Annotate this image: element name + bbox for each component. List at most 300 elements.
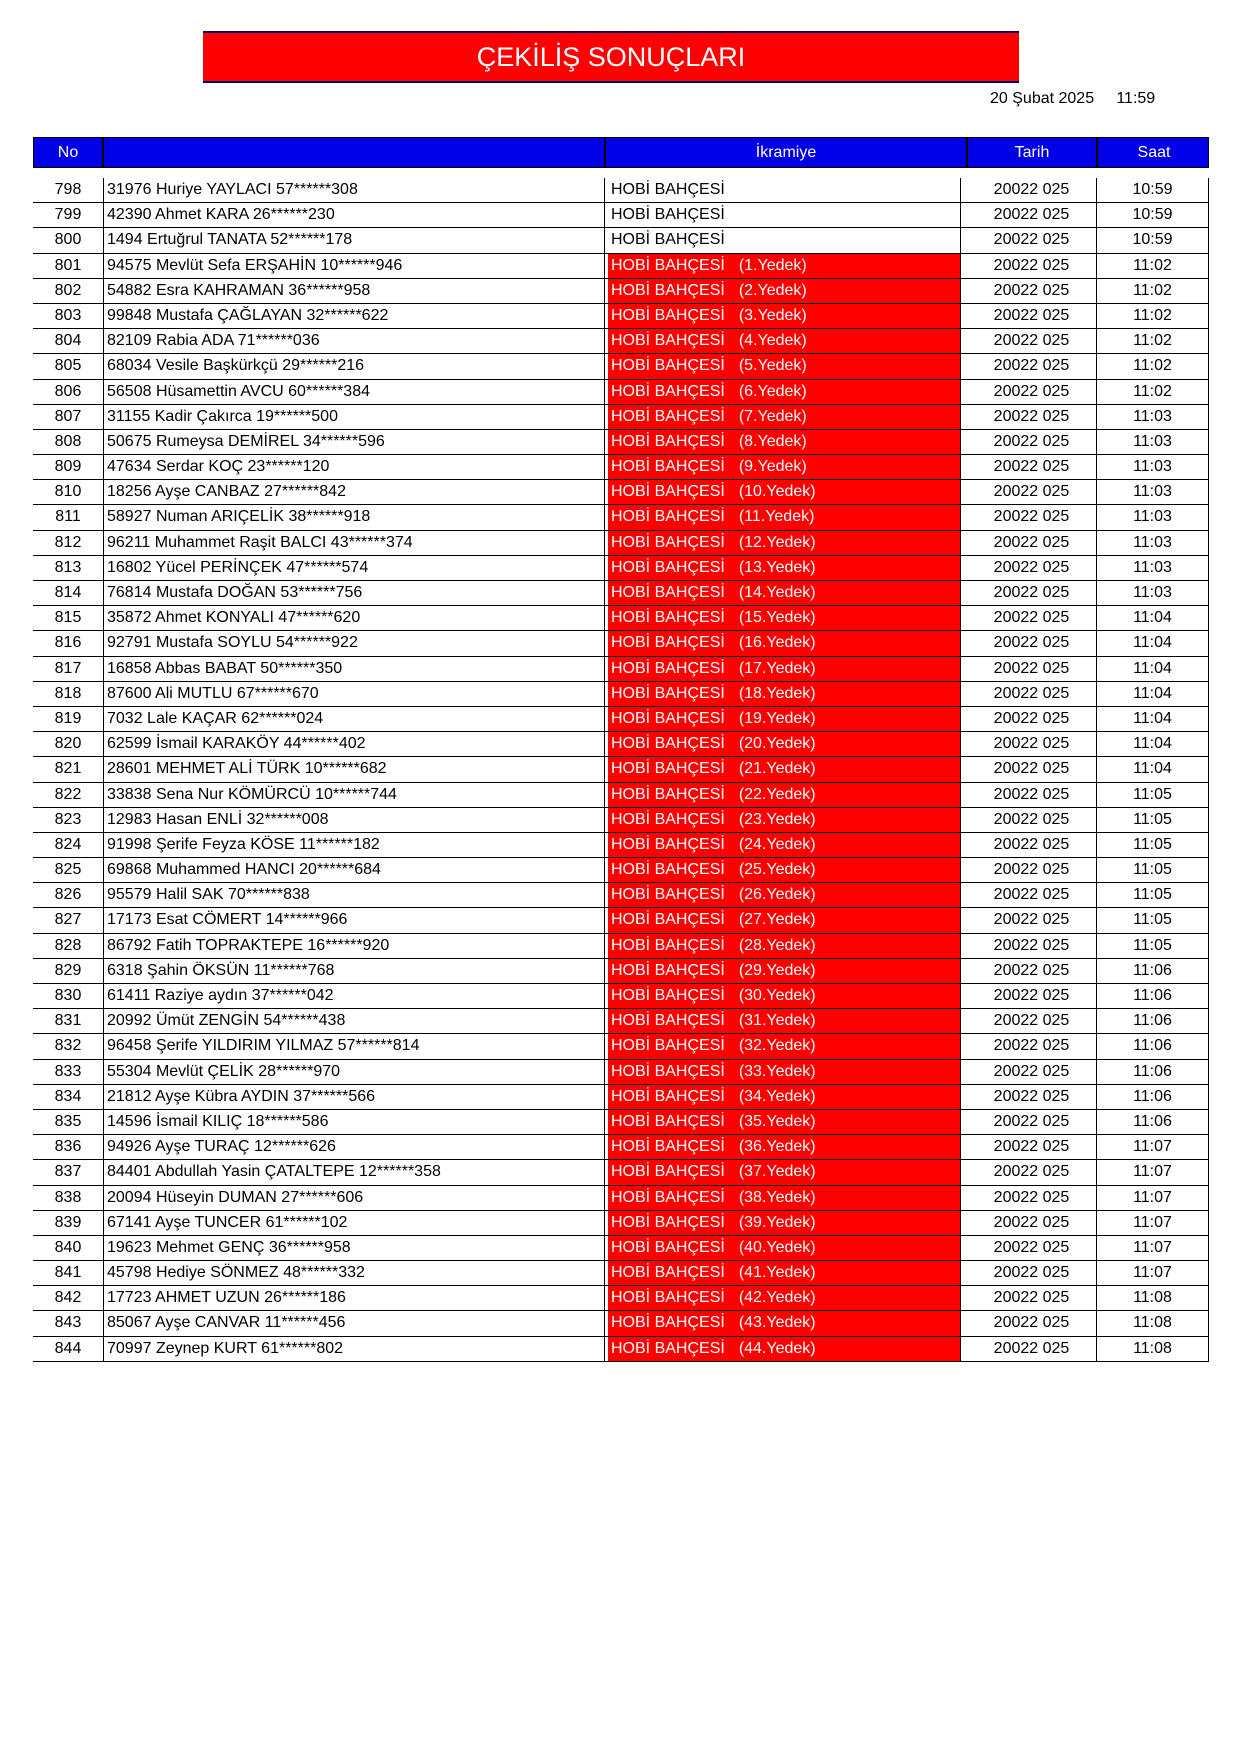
prize-cell bbox=[608, 657, 961, 681]
prize-cell bbox=[608, 606, 961, 630]
participant-name: 56508 Hüsamettin AVCU 60******384 bbox=[103, 380, 605, 404]
table-row bbox=[33, 808, 1209, 833]
row-number: 804 bbox=[54, 332, 82, 350]
prize-cell bbox=[608, 304, 961, 328]
row-number: 812 bbox=[54, 533, 82, 551]
draw-time: 11:08 bbox=[1097, 1311, 1209, 1335]
report-date: 20 Şubat 2025 bbox=[990, 90, 1095, 107]
draw-time: 11:05 bbox=[1097, 833, 1209, 857]
draw-date: 20022 025 bbox=[967, 1337, 1097, 1361]
draw-date: 20022 025 bbox=[967, 1286, 1097, 1310]
prize-cell bbox=[608, 531, 961, 555]
participant-name: 45798 Hediye SÖNMEZ 48******332 bbox=[103, 1261, 605, 1285]
row-number: 801 bbox=[54, 256, 82, 274]
draw-date: 20022 025 bbox=[967, 984, 1097, 1008]
prize-label: HOBİ BAHÇESİ bbox=[611, 760, 725, 778]
prize-label: HOBİ BAHÇESİ bbox=[611, 558, 725, 576]
participant-name: 87600 Ali MUTLU 67******670 bbox=[103, 682, 605, 706]
draw-date: 20022 025 bbox=[967, 505, 1097, 529]
table-row bbox=[33, 405, 1209, 430]
table-row bbox=[33, 833, 1209, 858]
participant-name: 82109 Rabia ADA 71******036 bbox=[103, 329, 605, 353]
table-row bbox=[33, 934, 1209, 959]
reserve-label: (10.Yedek) bbox=[738, 483, 816, 501]
prize-cell bbox=[608, 757, 961, 781]
participant-name: 31976 Huriye YAYLACI 57******308 bbox=[103, 178, 605, 202]
row-number: 814 bbox=[54, 584, 82, 601]
participant-name: 16858 Abbas BABAT 50******350 bbox=[103, 657, 605, 681]
row-number: 810 bbox=[54, 483, 82, 501]
reserve-label: (40.Yedek) bbox=[738, 1238, 816, 1256]
reserve-label: (6.Yedek) bbox=[738, 382, 807, 400]
row-number: 822 bbox=[54, 785, 82, 803]
reserve-label: (42.Yedek) bbox=[738, 1289, 816, 1307]
prize-cell bbox=[608, 1160, 961, 1184]
row-number: 838 bbox=[54, 1188, 82, 1206]
draw-time: 11:04 bbox=[1097, 732, 1209, 756]
table-row bbox=[33, 707, 1209, 732]
table-row bbox=[33, 757, 1209, 782]
draw-date: 20022 025 bbox=[967, 833, 1097, 857]
table-row bbox=[33, 455, 1209, 480]
table-row bbox=[33, 178, 1209, 203]
draw-date: 20022 025 bbox=[967, 1034, 1097, 1058]
prize-label: HOBİ BAHÇESİ bbox=[611, 483, 725, 501]
table-row bbox=[33, 1311, 1209, 1336]
prize-cell bbox=[608, 480, 961, 504]
draw-date: 20022 025 bbox=[967, 757, 1097, 781]
participant-name: 62599 İsmail KARAKÖY 44******402 bbox=[103, 732, 605, 756]
draw-time: 11:07 bbox=[1097, 1160, 1209, 1184]
reserve-label: (3.Yedek) bbox=[738, 306, 807, 324]
draw-time: 11:07 bbox=[1097, 1211, 1209, 1235]
table-row bbox=[33, 430, 1209, 455]
row-number: 827 bbox=[54, 911, 82, 929]
prize-cell bbox=[608, 505, 961, 529]
participant-name: 58927 Numan ARIÇELİK 38******918 bbox=[103, 505, 605, 529]
draw-date: 20022 025 bbox=[967, 380, 1097, 404]
reserve-label: (8.Yedek) bbox=[738, 432, 807, 450]
participant-name: 7032 Lale KAÇAR 62******024 bbox=[103, 707, 605, 731]
table-row bbox=[33, 1337, 1209, 1362]
draw-date: 20022 025 bbox=[967, 858, 1097, 882]
table-row bbox=[33, 1160, 1209, 1185]
participant-name: 1494 Ertuğrul TANATA 52******178 bbox=[103, 228, 605, 252]
prize-label: HOBİ BAHÇESİ bbox=[611, 432, 725, 450]
table-row bbox=[33, 581, 1209, 606]
draw-date: 20022 025 bbox=[967, 1110, 1097, 1134]
row-number: 800 bbox=[54, 231, 82, 249]
participant-name: 47634 Serdar KOÇ 23******120 bbox=[103, 455, 605, 479]
draw-time: 11:04 bbox=[1097, 757, 1209, 781]
table-row bbox=[33, 631, 1209, 656]
prize-label: HOBİ BAHÇESİ bbox=[611, 987, 725, 1004]
prize-cell bbox=[608, 1261, 961, 1285]
draw-time: 11:02 bbox=[1097, 380, 1209, 404]
reserve-label: (17.Yedek) bbox=[738, 659, 816, 677]
results-table bbox=[33, 137, 1209, 1362]
draw-time: 11:02 bbox=[1097, 329, 1209, 353]
row-number: 835 bbox=[54, 1112, 82, 1130]
prize-cell bbox=[608, 1236, 961, 1260]
participant-name: 19623 Mehmet GENÇ 36******958 bbox=[103, 1236, 605, 1260]
participant-name: 20992 Ümüt ZENGİN 54******438 bbox=[103, 1009, 605, 1033]
prize-label: HOBİ BAHÇESİ bbox=[611, 533, 725, 551]
prize-label: HOBİ BAHÇESİ bbox=[611, 508, 725, 526]
row-number: 803 bbox=[54, 306, 82, 324]
reserve-label: (44.Yedek) bbox=[738, 1339, 816, 1357]
table-row bbox=[33, 1110, 1209, 1135]
participant-name: 6318 Şahin ÖKSÜN 11******768 bbox=[103, 959, 605, 983]
participant-name: 76814 Mustafa DOĞAN 53******756 bbox=[103, 581, 605, 605]
draw-time: 11:05 bbox=[1097, 883, 1209, 907]
draw-time: 11:04 bbox=[1097, 682, 1209, 706]
table-header bbox=[33, 137, 1209, 168]
table-row bbox=[33, 858, 1209, 883]
draw-date: 20022 025 bbox=[967, 1085, 1097, 1109]
participant-name: 18256 Ayşe CANBAZ 27******842 bbox=[103, 480, 605, 504]
row-number: 843 bbox=[54, 1314, 82, 1332]
table-row bbox=[33, 228, 1209, 253]
draw-date: 20022 025 bbox=[967, 531, 1097, 555]
draw-time: 11:06 bbox=[1097, 1060, 1209, 1084]
draw-time: 11:05 bbox=[1097, 808, 1209, 832]
prize-cell bbox=[608, 455, 961, 479]
prize-cell bbox=[608, 783, 961, 807]
prize-label: HOBİ BAHÇESİ bbox=[611, 1087, 725, 1105]
prize-cell bbox=[608, 1135, 961, 1159]
prize-label: HOBİ BAHÇESİ bbox=[611, 684, 725, 702]
prize-label: HOBİ BAHÇESİ bbox=[611, 659, 725, 677]
draw-date: 20022 025 bbox=[967, 354, 1097, 378]
participant-name: 14596 İsmail KILIÇ 18******586 bbox=[103, 1110, 605, 1134]
draw-time: 11:03 bbox=[1097, 405, 1209, 429]
reserve-label: (29.Yedek) bbox=[738, 961, 816, 979]
row-number: 840 bbox=[54, 1238, 82, 1256]
draw-date: 20022 025 bbox=[967, 1211, 1097, 1235]
draw-time: 11:02 bbox=[1097, 254, 1209, 278]
table-row bbox=[33, 480, 1209, 505]
row-number: 829 bbox=[54, 961, 82, 979]
prize-label: HOBİ BAHÇESİ bbox=[611, 1012, 725, 1030]
prize-cell bbox=[608, 883, 961, 907]
draw-date: 20022 025 bbox=[967, 405, 1097, 429]
row-number: 842 bbox=[54, 1289, 82, 1307]
prize-label: HOBİ BAHÇESİ bbox=[611, 1213, 725, 1231]
column-header-prize: İkramiye bbox=[606, 138, 968, 167]
reserve-label: (21.Yedek) bbox=[738, 760, 816, 778]
participant-name: 96458 Şerife YILDIRIM YILMAZ 57******814 bbox=[103, 1034, 605, 1058]
row-number: 819 bbox=[54, 709, 82, 727]
prize-label: HOBİ BAHÇESİ bbox=[611, 1314, 725, 1332]
prize-cell bbox=[608, 1034, 961, 1058]
reserve-label: (23.Yedek) bbox=[738, 810, 816, 828]
prize-cell bbox=[608, 556, 961, 580]
row-number: 837 bbox=[54, 1163, 82, 1181]
draw-time: 11:02 bbox=[1097, 304, 1209, 328]
reserve-label: (20.Yedek) bbox=[738, 735, 816, 753]
table-row bbox=[33, 279, 1209, 304]
row-number: 808 bbox=[54, 432, 82, 450]
prize-label: HOBİ BAHÇESİ bbox=[611, 1264, 725, 1282]
draw-time: 11:03 bbox=[1097, 505, 1209, 529]
reserve-label: (34.Yedek) bbox=[738, 1087, 816, 1105]
row-number: 844 bbox=[54, 1339, 82, 1357]
table-row bbox=[33, 354, 1209, 379]
prize-label: HOBİ BAHÇESİ bbox=[611, 1289, 725, 1307]
participant-name: 50675 Rumeysa DEMİREL 34******596 bbox=[103, 430, 605, 454]
reserve-label: (4.Yedek) bbox=[738, 332, 807, 350]
table-row bbox=[33, 682, 1209, 707]
report-timestamp bbox=[990, 90, 1155, 108]
table-row bbox=[33, 329, 1209, 354]
row-number: 834 bbox=[54, 1087, 82, 1105]
prize-cell bbox=[608, 329, 961, 353]
draw-time: 11:04 bbox=[1097, 606, 1209, 630]
draw-date: 20022 025 bbox=[967, 1236, 1097, 1260]
participant-name: 91998 Şerife Feyza KÖSE 11******182 bbox=[103, 833, 605, 857]
participant-name: 16802 Yücel PERİNÇEK 47******574 bbox=[103, 556, 605, 580]
participant-name: 17723 AHMET UZUN 26******186 bbox=[103, 1286, 605, 1310]
table-row bbox=[33, 883, 1209, 908]
reserve-label: (32.Yedek) bbox=[738, 1037, 816, 1055]
row-number: 802 bbox=[54, 281, 82, 299]
draw-date: 20022 025 bbox=[967, 1009, 1097, 1033]
participant-name: 99848 Mustafa ÇAĞLAYAN 32******622 bbox=[103, 304, 605, 328]
row-number: 798 bbox=[54, 181, 82, 198]
draw-time: 11:07 bbox=[1097, 1261, 1209, 1285]
prize-label: HOBİ BAHÇESİ bbox=[611, 1339, 725, 1357]
table-row bbox=[33, 1286, 1209, 1311]
reserve-label: (19.Yedek) bbox=[738, 709, 816, 727]
prize-label: HOBİ BAHÇESİ bbox=[611, 357, 725, 375]
participant-name: 35872 Ahmet KONYALI 47******620 bbox=[103, 606, 605, 630]
prize-cell bbox=[608, 254, 961, 278]
draw-date: 20022 025 bbox=[967, 657, 1097, 681]
prize-cell bbox=[608, 380, 961, 404]
draw-time: 11:04 bbox=[1097, 707, 1209, 731]
row-number: 828 bbox=[54, 936, 82, 954]
draw-date: 20022 025 bbox=[967, 329, 1097, 353]
draw-time: 11:03 bbox=[1097, 455, 1209, 479]
participant-name: 17173 Esat CÖMERT 14******966 bbox=[103, 908, 605, 932]
draw-date: 20022 025 bbox=[967, 1135, 1097, 1159]
table-row bbox=[33, 1009, 1209, 1034]
draw-time: 10:59 bbox=[1097, 228, 1209, 252]
draw-date: 20022 025 bbox=[967, 908, 1097, 932]
prize-label: HOBİ BAHÇESİ bbox=[611, 835, 725, 853]
prize-cell bbox=[608, 984, 961, 1008]
page-title: ÇEKİLİŞ SONUÇLARI bbox=[203, 31, 1019, 83]
prize-cell bbox=[608, 707, 961, 731]
table-row bbox=[33, 556, 1209, 581]
draw-date: 20022 025 bbox=[967, 556, 1097, 580]
draw-time: 11:06 bbox=[1097, 984, 1209, 1008]
draw-time: 11:02 bbox=[1097, 279, 1209, 303]
draw-time: 11:07 bbox=[1097, 1135, 1209, 1159]
prize-cell bbox=[608, 959, 961, 983]
draw-time: 11:06 bbox=[1097, 959, 1209, 983]
prize-label: HOBİ BAHÇESİ bbox=[611, 231, 725, 249]
row-number: 824 bbox=[54, 835, 82, 853]
reserve-label: (26.Yedek) bbox=[738, 886, 816, 904]
prize-cell bbox=[608, 682, 961, 706]
participant-name: 61411 Raziye aydın 37******042 bbox=[103, 984, 605, 1008]
draw-time: 11:06 bbox=[1097, 1009, 1209, 1033]
column-header-no: No bbox=[34, 138, 104, 167]
prize-label: HOBİ BAHÇESİ bbox=[611, 735, 725, 753]
row-number: 832 bbox=[54, 1037, 82, 1055]
draw-date: 20022 025 bbox=[967, 178, 1097, 202]
table-row bbox=[33, 908, 1209, 933]
prize-cell bbox=[608, 581, 961, 605]
row-number: 825 bbox=[54, 861, 82, 879]
table-row bbox=[33, 1135, 1209, 1160]
column-header-name bbox=[104, 138, 606, 167]
prize-label: HOBİ BAHÇESİ bbox=[611, 961, 725, 979]
row-number: 811 bbox=[55, 508, 81, 526]
reserve-label: (39.Yedek) bbox=[738, 1213, 816, 1231]
draw-time: 11:02 bbox=[1097, 354, 1209, 378]
draw-date: 20022 025 bbox=[967, 631, 1097, 655]
prize-cell bbox=[608, 934, 961, 958]
row-number: 831 bbox=[54, 1012, 82, 1030]
draw-time: 11:03 bbox=[1097, 531, 1209, 555]
prize-label: HOBİ BAHÇESİ bbox=[611, 281, 725, 299]
prize-label: HOBİ BAHÇESİ bbox=[611, 1188, 725, 1206]
row-number: 815 bbox=[54, 609, 82, 627]
reserve-label: (33.Yedek) bbox=[738, 1062, 816, 1080]
table-row bbox=[33, 959, 1209, 984]
draw-time: 11:08 bbox=[1097, 1286, 1209, 1310]
reserve-label: (11.Yedek) bbox=[738, 508, 815, 526]
table-row bbox=[33, 304, 1209, 329]
draw-date: 20022 025 bbox=[967, 304, 1097, 328]
participant-name: 55304 Mevlüt ÇELİK 28******970 bbox=[103, 1060, 605, 1084]
prize-label: HOBİ BAHÇESİ bbox=[611, 709, 725, 727]
draw-date: 20022 025 bbox=[967, 1160, 1097, 1184]
prize-label: HOBİ BAHÇESİ bbox=[611, 886, 725, 904]
prize-cell bbox=[608, 1186, 961, 1210]
report-time: 11:59 bbox=[1116, 90, 1156, 107]
table-row bbox=[33, 783, 1209, 808]
draw-date: 20022 025 bbox=[967, 480, 1097, 504]
table-row bbox=[33, 657, 1209, 682]
prize-label: HOBİ BAHÇESİ bbox=[611, 458, 725, 476]
draw-date: 20022 025 bbox=[967, 228, 1097, 252]
prize-label: HOBİ BAHÇESİ bbox=[611, 382, 725, 400]
row-number: 833 bbox=[54, 1062, 82, 1080]
draw-time: 11:06 bbox=[1097, 1085, 1209, 1109]
reserve-label: (27.Yedek) bbox=[738, 911, 816, 929]
participant-name: 70997 Zeynep KURT 61******802 bbox=[103, 1337, 605, 1361]
table-row bbox=[33, 380, 1209, 405]
table-row bbox=[33, 254, 1209, 279]
draw-time: 10:59 bbox=[1097, 178, 1209, 202]
participant-name: 28601 MEHMET ALİ TÜRK 10******682 bbox=[103, 757, 605, 781]
draw-time: 11:05 bbox=[1097, 934, 1209, 958]
table-row bbox=[33, 606, 1209, 631]
table-body bbox=[33, 178, 1209, 1362]
participant-name: 84401 Abdullah Yasin ÇATALTEPE 12******358 bbox=[103, 1160, 605, 1184]
draw-time: 11:05 bbox=[1097, 783, 1209, 807]
prize-label: HOBİ BAHÇESİ bbox=[611, 332, 725, 350]
table-row bbox=[33, 732, 1209, 757]
row-number: 809 bbox=[54, 458, 82, 476]
row-number: 836 bbox=[54, 1138, 82, 1156]
participant-name: 96211 Muhammet Raşit BALCI 43******374 bbox=[103, 531, 605, 555]
prize-label: HOBİ BAHÇESİ bbox=[611, 1238, 725, 1256]
participant-name: 86792 Fatih TOPRAKTEPE 16******920 bbox=[103, 934, 605, 958]
reserve-label: (37.Yedek) bbox=[738, 1163, 816, 1181]
participant-name: 31155 Kadir Çakırca 19******500 bbox=[103, 405, 605, 429]
draw-date: 20022 025 bbox=[967, 1311, 1097, 1335]
prize-cell bbox=[608, 1085, 961, 1109]
prize-cell bbox=[608, 279, 961, 303]
row-number: 799 bbox=[54, 206, 82, 224]
prize-cell bbox=[608, 1211, 961, 1235]
draw-date: 20022 025 bbox=[967, 732, 1097, 756]
draw-date: 20022 025 bbox=[967, 707, 1097, 731]
reserve-label: (9.Yedek) bbox=[738, 458, 807, 476]
participant-name: 67141 Ayşe TUNCER 61******102 bbox=[103, 1211, 605, 1235]
prize-label: HOBİ BAHÇESİ bbox=[611, 1037, 725, 1055]
reserve-label: (43.Yedek) bbox=[738, 1314, 816, 1332]
draw-date: 20022 025 bbox=[967, 934, 1097, 958]
draw-date: 20022 025 bbox=[967, 959, 1097, 983]
column-header-time: Saat bbox=[1137, 143, 1171, 161]
prize-cell bbox=[608, 631, 961, 655]
reserve-label: (2.Yedek) bbox=[738, 281, 807, 299]
draw-time: 11:03 bbox=[1097, 430, 1209, 454]
participant-name: 94575 Mevlüt Sefa ERŞAHİN 10******946 bbox=[103, 254, 605, 278]
prize-label: HOBİ BAHÇESİ bbox=[611, 911, 725, 929]
participant-name: 95579 Halil SAK 70******838 bbox=[103, 883, 605, 907]
draw-time: 11:03 bbox=[1097, 480, 1209, 504]
prize-cell bbox=[608, 405, 961, 429]
prize-cell bbox=[608, 1009, 961, 1033]
prize-cell bbox=[608, 228, 961, 252]
row-number: 830 bbox=[54, 987, 82, 1004]
draw-time: 11:03 bbox=[1097, 581, 1209, 605]
participant-name: 42390 Ahmet KARA 26******230 bbox=[103, 203, 605, 227]
reserve-label: (13.Yedek) bbox=[738, 558, 816, 576]
prize-cell bbox=[608, 1110, 961, 1134]
reserve-label: (41.Yedek) bbox=[738, 1264, 816, 1282]
row-number: 821 bbox=[54, 760, 82, 778]
prize-cell bbox=[608, 732, 961, 756]
row-number: 841 bbox=[54, 1264, 82, 1282]
row-number: 823 bbox=[54, 810, 82, 828]
prize-label: HOBİ BAHÇESİ bbox=[611, 634, 725, 652]
draw-time: 11:05 bbox=[1097, 858, 1209, 882]
participant-name: 20094 Hüseyin DUMAN 27******606 bbox=[103, 1186, 605, 1210]
prize-cell bbox=[608, 203, 961, 227]
draw-time: 10:59 bbox=[1097, 203, 1209, 227]
table-row bbox=[33, 1261, 1209, 1286]
prize-label: HOBİ BAHÇESİ bbox=[611, 1112, 725, 1130]
draw-date: 20022 025 bbox=[967, 883, 1097, 907]
participant-name: 94926 Ayşe TURAÇ 12******626 bbox=[103, 1135, 605, 1159]
draw-date: 20022 025 bbox=[967, 430, 1097, 454]
draw-date: 20022 025 bbox=[967, 279, 1097, 303]
prize-label: HOBİ BAHÇESİ bbox=[611, 936, 725, 954]
prize-label: HOBİ BAHÇESİ bbox=[611, 407, 725, 425]
draw-date: 20022 025 bbox=[967, 254, 1097, 278]
reserve-label: (18.Yedek) bbox=[738, 684, 816, 702]
prize-label: HOBİ BAHÇESİ bbox=[611, 181, 725, 198]
row-number: 807 bbox=[54, 407, 82, 425]
